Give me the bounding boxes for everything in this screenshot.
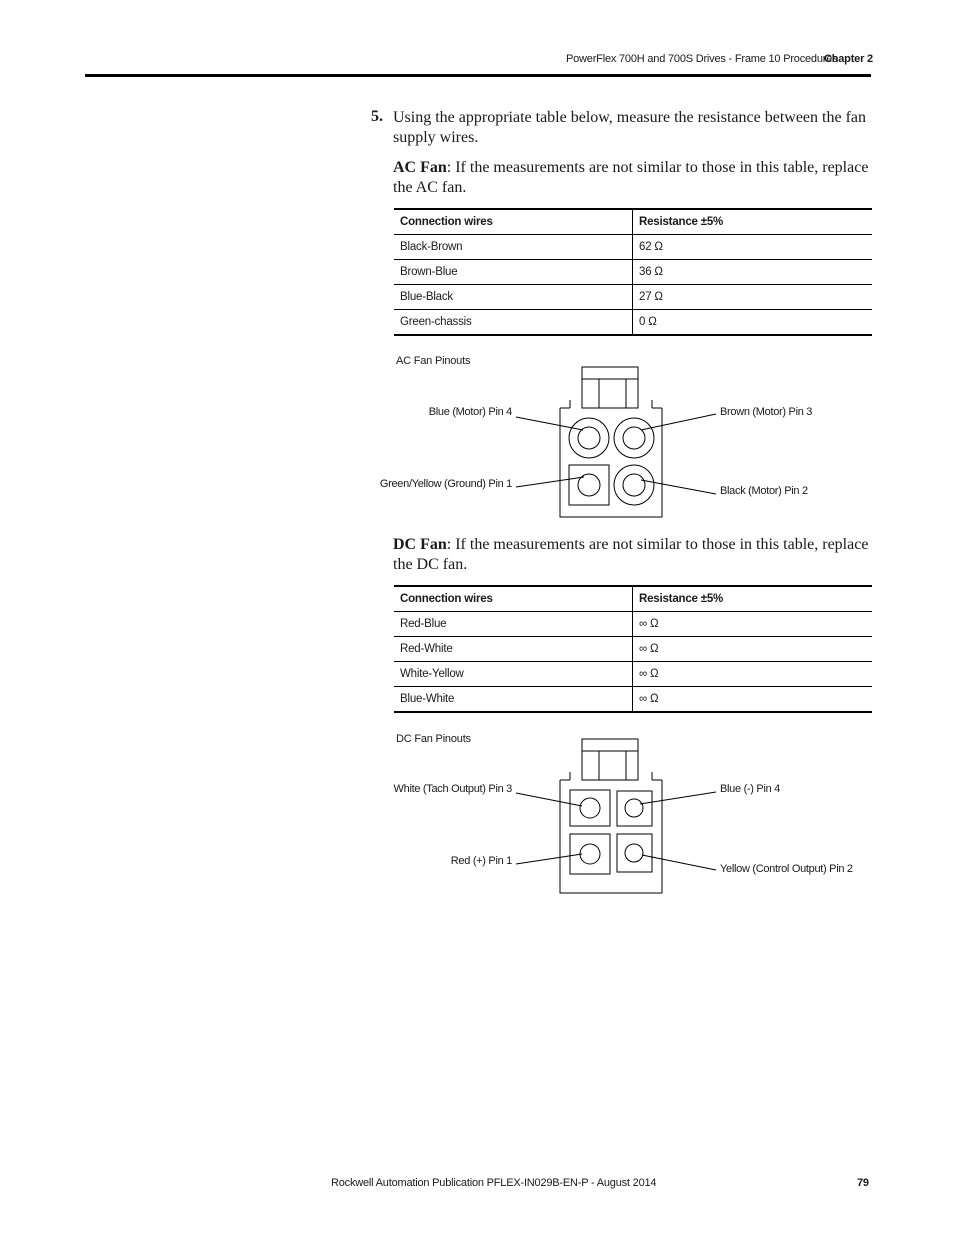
table-cell: Blue-White [394, 687, 633, 713]
dc-fan-figure-title: DC Fan Pinouts [396, 733, 471, 745]
table-cell: Blue-Black [394, 285, 633, 310]
table-row [394, 637, 872, 662]
table-cell: ∞ Ω [633, 687, 873, 713]
ac-pin4-label: Blue (Motor) Pin 4 [428, 406, 512, 418]
ac-pin1-square [569, 465, 609, 505]
table-cell: 36 Ω [633, 260, 873, 285]
table-cell: ∞ Ω [633, 662, 873, 687]
dc-pin3-label: White (Tach Output) Pin 3 [393, 783, 512, 795]
dc-pin4-square [617, 791, 652, 826]
ac-pin4-circle [569, 418, 609, 458]
table-cell: 0 Ω [633, 310, 873, 336]
dc-pin2-square [617, 834, 652, 872]
dc-fan-label: DC Fan [393, 536, 447, 553]
table-row [394, 662, 872, 687]
table-cell: Black-Brown [394, 235, 633, 260]
table-cell: 62 Ω [633, 235, 873, 260]
table-cell: 27 Ω [633, 285, 873, 310]
chapter-label: Chapter 2 [824, 53, 873, 65]
ac-pin2-label: Black (Motor) Pin 2 [720, 485, 808, 497]
table-row [394, 687, 872, 713]
table-cell: Brown-Blue [394, 260, 633, 285]
table-cell: Red-Blue [394, 612, 633, 637]
footer-publication: Rockwell Automation Publication PFLEX-IN029B-EN-P - August 2014 [331, 1177, 657, 1189]
column-header-connection: Connection wires [394, 209, 633, 235]
column-header-resistance: Resistance ±5% [633, 586, 873, 612]
ac-connector-latch [582, 367, 638, 408]
table-cell: ∞ Ω [633, 612, 873, 637]
table-cell: ∞ Ω [633, 637, 873, 662]
dc-fan-connector-diagram [516, 739, 716, 893]
ac-pin2-circle [614, 465, 654, 505]
ac-fan-figure-title: AC Fan Pinouts [396, 355, 471, 367]
table-cell: Green-chassis [394, 310, 633, 336]
table-cell: Red-White [394, 637, 633, 662]
step-text: Using the appropriate table below, measure the resistance between the fan supply wires. [393, 109, 866, 146]
table-header-row [394, 586, 872, 612]
dc-connector-latch [582, 739, 638, 780]
dc-fan-paragraph [393, 535, 873, 575]
ac-fan-label: AC Fan [393, 159, 447, 176]
table-cell: White-Yellow [394, 662, 633, 687]
ac-pin3-label: Brown (Motor) Pin 3 [720, 406, 813, 418]
table-row [394, 612, 872, 637]
step-number: 5. [371, 108, 383, 125]
ac-fan-text: : If the measurements are not similar to those in this table, replace the AC fan. [393, 159, 869, 196]
dc-fan-text: : If the measurements are not similar to those in this table, replace the DC fan. [393, 536, 869, 573]
running-title: PowerFlex 700H and 700S Drives - Frame 10 Procedures [566, 53, 838, 65]
column-header-connection: Connection wires [394, 586, 633, 612]
dc-pin1-label: Red (+) Pin 1 [450, 855, 512, 867]
dc-fan-resistance-table [394, 585, 872, 713]
ac-pin1-label: Green/Yellow (Ground) Pin 1 [379, 478, 512, 490]
dc-pin4-label: Blue (-) Pin 4 [720, 783, 780, 795]
dc-pin1-square [570, 834, 610, 874]
ac-pin3-circle [614, 418, 654, 458]
page-number: 79 [857, 1177, 869, 1189]
dc-pin2-label: Yellow (Control Output) Pin 2 [720, 863, 853, 875]
dc-pin3-square [570, 790, 610, 826]
column-header-resistance: Resistance ±5% [633, 209, 873, 235]
ac-fan-connector-diagram [516, 367, 716, 517]
